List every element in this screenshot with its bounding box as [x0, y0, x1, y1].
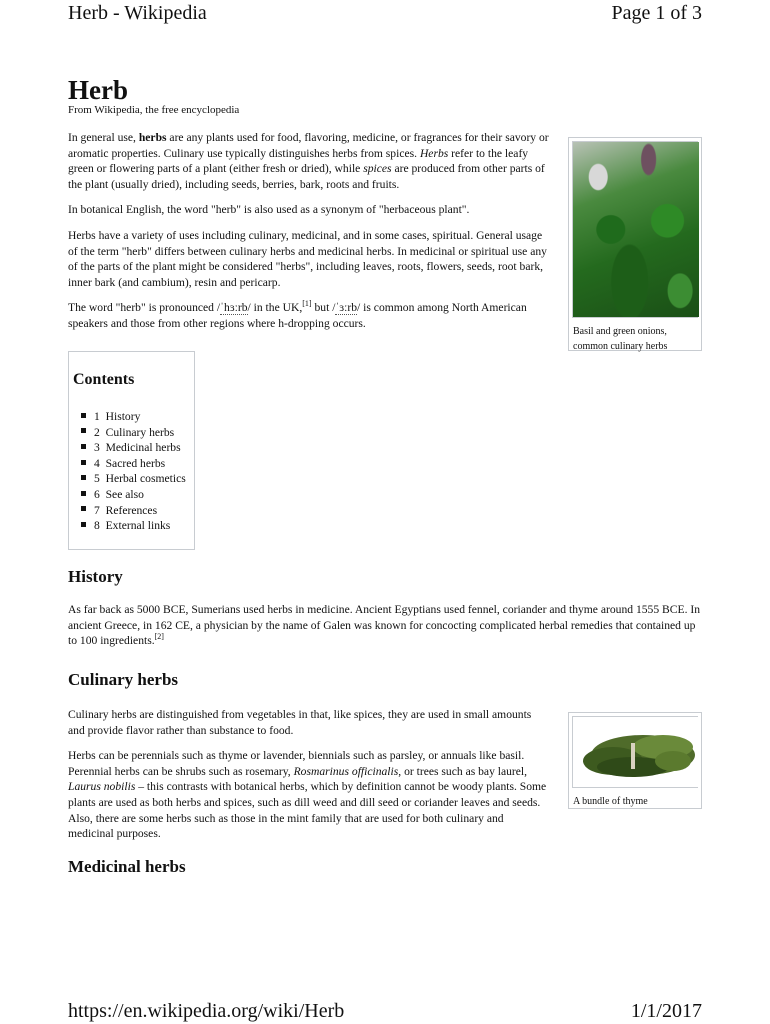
history-section — [68, 602, 702, 649]
section-heading-medicinal-herbs: Medicinal herbs — [68, 857, 186, 876]
basil-image[interactable] — [573, 142, 699, 317]
toc-list — [81, 409, 186, 534]
italic-term-spices: spices — [363, 162, 392, 176]
toc-item[interactable]: 6 See also — [81, 487, 186, 503]
bullet-icon — [81, 506, 86, 511]
article-subtitle: From Wikipedia, the free encyclopedia — [68, 104, 240, 116]
basil-caption: Basil and green onions, common culinary herbs — [573, 326, 668, 352]
toc-item[interactable]: 5 Herbal cosmetics — [81, 471, 186, 487]
intro-paragraph-3: Herbs have a variety of uses including culinary, medicinal, and in some cases, spiritual. General usage of the term "herb" differs between culinary herbs and medicinal herbs. In medicinal or spiritual use any of the parts of the plant might be considered "herbs", including leaves, roots, flowers, seeds, root bark, inner bark (and cambium), resin and pericarp. — [68, 228, 547, 289]
basil-thumbnail — [568, 137, 702, 351]
reference-1[interactable]: [1] — [302, 299, 312, 309]
toc-item[interactable]: 1 History — [81, 409, 186, 425]
culinary-section — [68, 707, 550, 852]
italic-rosmarinus: Rosmarinus officinalis — [293, 764, 399, 778]
intro-paragraph-1: In general use, herbs are any plants used for food, flavoring, medicine, or fragrances for their savory or aromatic properties. Culinary use typically distinguishes herbs from spices. Herbs refer to the leafy green or flowering parts of a plant (either fresh or dried), while spices are produced from other parts of the plant (usually dried), including seeds, berries, bark, roots and fruits. — [68, 131, 549, 191]
print-footer-date: 1/1/2017 — [630, 1000, 702, 1022]
history-paragraph: As far back as 5000 BCE, Sumerians used herbs in medicine. Ancient Egyptians used fennel, coriander and thyme around 1555 BCE. In ancient Greece, in 162 CE, a physician by the name of Galen was known for concocting complicated herbal remedies that contained up to 100 ingredients.[2] — [68, 603, 701, 648]
bullet-icon — [81, 491, 86, 496]
toc-item[interactable]: 2 Culinary herbs — [81, 425, 186, 441]
culinary-paragraph-1: Culinary herbs are distinguished from vegetables in that, like spices, they are used in small amounts and provide flavor rather than substance to food. — [68, 708, 532, 737]
intro-paragraph-2: In botanical English, the word "herb" is also used as a synonym of "herbaceous plant". — [68, 203, 470, 217]
ipa-na-pronunciation[interactable]: ˈɜːrb — [335, 301, 358, 315]
bullet-icon — [81, 413, 86, 418]
thyme-caption: A bundle of thyme — [573, 796, 648, 807]
culinary-paragraph-2: Herbs can be perennials such as thyme or lavender, biennials such as parsley, or annuals like basil. Perennial herbs can be shrubs such as rosemary, Rosmarinus officinalis, or trees such as bay laurel, Laurus nobilis – this contrasts with botanical herbs, which by definition cannot be woody plants. Some plants are used as both herbs and spices, such as dill weed and dill seed or coriander leaves and seeds. Also, there are some herbs such as those in the mint family that are used for both culinary and medicinal purposes. — [68, 749, 547, 841]
thyme-image[interactable] — [573, 717, 699, 787]
bullet-icon — [81, 460, 86, 465]
bold-term-herbs: herbs — [138, 131, 167, 144]
intro-paragraph-4: The word "herb" is pronounced /ˈhɜːrb/ in the UK,[1] but /ˈɜːrb/ is common among North American speakers and those from other regions where h-dropping occurs. — [68, 299, 527, 330]
italic-term-herbs: Herbs — [419, 146, 449, 160]
article-title: Herb — [68, 75, 128, 105]
bullet-icon — [81, 444, 86, 449]
bullet-icon — [81, 522, 86, 527]
print-footer-url[interactable]: https://en.wikipedia.org/wiki/Herb — [68, 1000, 345, 1022]
bullet-icon — [81, 428, 86, 433]
toc-title: Contents — [73, 371, 135, 388]
toc-item[interactable]: 3 Medicinal herbs — [81, 440, 186, 456]
table-of-contents — [68, 351, 195, 550]
toc-item[interactable]: 4 Sacred herbs — [81, 456, 186, 472]
intro-section — [68, 130, 550, 342]
ipa-uk-pronunciation[interactable]: ˈhɜːrb — [220, 301, 248, 315]
section-heading-history: History — [68, 567, 123, 586]
section-heading-culinary-herbs: Culinary herbs — [68, 670, 179, 689]
toc-item[interactable]: 8 External links — [81, 518, 186, 534]
italic-laurus: Laurus nobilis — [68, 780, 136, 794]
toc-item[interactable]: 7 References — [81, 503, 186, 519]
reference-2[interactable]: [2] — [154, 632, 164, 642]
print-header-title: Herb - Wikipedia — [68, 2, 207, 24]
print-header-page-number: Page 1 of 3 — [611, 2, 702, 24]
thyme-thumbnail — [568, 712, 702, 809]
bullet-icon — [81, 475, 86, 480]
basil-image-frame[interactable] — [572, 141, 698, 318]
thyme-image-frame[interactable] — [572, 716, 698, 788]
